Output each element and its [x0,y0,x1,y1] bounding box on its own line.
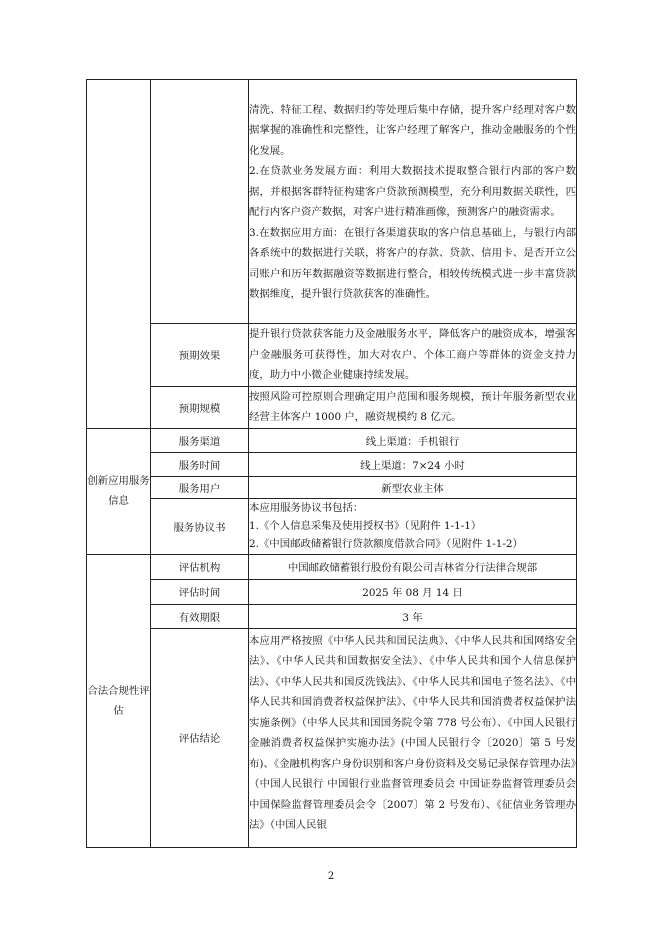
agreement-line: 本应用服务协议书包括： [249,502,364,514]
conclusion-label: 评估结论 [151,628,249,847]
content-paragraph: 2.在贷款业务发展方面：利用大数据技术提取整合银行内部的客户数据，并根据客群特征构建客户贷款预测模型，充分利用数据关联性，匹配行内客户资产数据，对客户进行精准画像，预测客户的融资需求。 [249,165,576,218]
table-row [87,428,577,452]
effect-label: 预期效果 [151,324,249,387]
table-row [87,498,577,554]
section1-subtitle-cell [151,80,249,324]
section1-content-cell [249,80,577,324]
scale-label: 预期规模 [151,386,249,428]
assessment-table [86,79,577,848]
org-value: 中国邮政储蓄银行股份有限公司吉林省分行法律合规部 [249,554,577,579]
section1-title-cell [87,80,151,429]
users-value: 新型农业主体 [249,476,577,498]
table-row [87,579,577,604]
org-label: 评估机构 [151,554,249,579]
table-row [87,604,577,628]
validity-label: 有效期限 [151,604,249,628]
channel-label: 服务渠道 [151,428,249,452]
time-value: 线上渠道：7×24 小时 [249,452,577,476]
agreement-label: 服务协议书 [151,498,249,554]
content-paragraph: 清洗、特征工程、数据归约等处理后集中存储，提升客户经理对客户数据掌握的准确性和完整性，让客户经理了解客户，推动金融服务的个性化发展。 [249,103,576,157]
scale-text: 按照风险可控原则合理确定用户范围和服务规模，预计年服务新型农业经营主体客户 1000 户，融资规模约 8 亿元。 [249,386,577,428]
agreement-line: 2.《中国邮政储蓄银行贷款额度借款合同》（见附件 1-1-2） [249,538,523,550]
conclusion-text: 本应用严格按照《中华人民共和国民法典》、《中华人民共和国网络安全法》、《中华人民共和国数据安全法》、《中华人民共和国个人信息保护法》、《中华人民共和国反洗钱法》、《中华人民共和国电子签名法》、《中华人民共和国消费者权益保护法》、《中华人民共和国消费者权益保护法实施条例》（中华人民共和国国务院令第 778 号公布）、《中国人民银行金融消费者权益保护实施办法》(中国人民银行令〔2020〕第 5 号发布)、《金融机构客户身份识别和客户身份资料及交易记录保存管理办法》（中国人民银行 中国银行业监督管理委员会 中国证券监督管理委员会 中国保险监督管理委员会令〔2007〕第 2 号发布）、《征信业务管理办法》（中国人民银 [249,628,577,847]
date-value: 2025 年 08 月 14 日 [249,579,577,604]
table-row [87,476,577,498]
table-row [87,628,577,847]
time-label: 服务时间 [151,452,249,476]
content-paragraph: 3.在数据应用方面：在银行各渠道获取的客户信息基础上，与银行内部各系统中的数据进行关联，将客户的存款、贷款、信用卡、是否开立公司账户和历年数据融资等数据进行整合，相较传统模式进一步丰富贷款数据维度，提升银行贷款获客的准确性。 [249,226,576,300]
agreement-list [249,498,577,554]
table-row [87,80,577,324]
users-label: 服务用户 [151,476,249,498]
validity-value: 3 年 [249,604,577,628]
effect-text: 提升银行贷款获客能力及金融服务水平，降低客户的融资成本，增强客户金融服务可获得性，加大对农户、个体工商户等群体的资金支持力度，助力中小微企业健康持续发展。 [249,324,577,387]
section3-title: 合法合规性评估 [87,554,151,847]
page-number: 2 [327,871,335,882]
table-row [87,554,577,579]
date-label: 评估时间 [151,579,249,604]
table-row [87,386,577,428]
agreement-line: 1.《个人信息采集及使用授权书》（见附件 1-1-1） [249,520,482,532]
table-row [87,452,577,476]
table-row [87,324,577,387]
channel-value: 线上渠道：手机银行 [249,428,577,452]
section2-title: 创新应用服务信息 [87,428,151,554]
